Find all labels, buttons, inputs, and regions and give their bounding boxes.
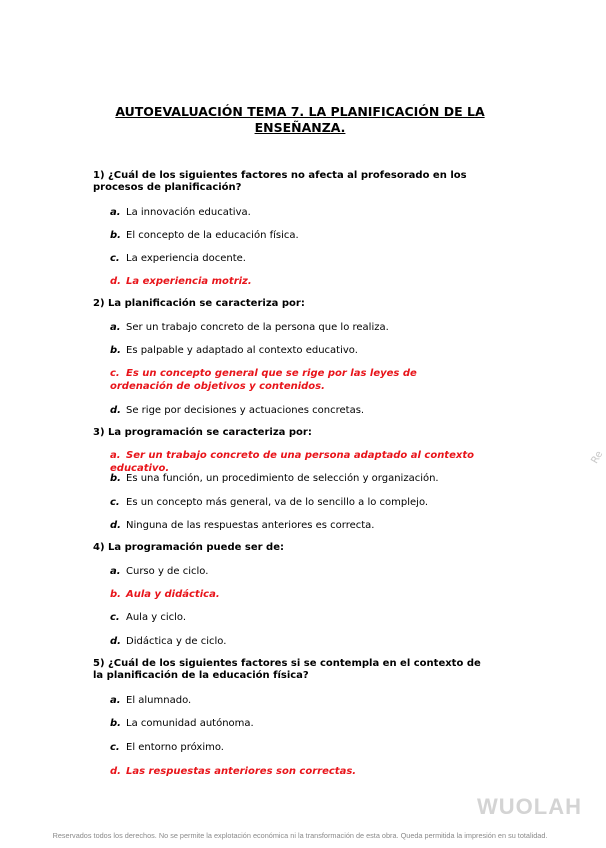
q2-option-d [110, 404, 490, 417]
copyright-footer: Reservados todos los derechos. No se permite la explotación económica ni la transformación de esta obra. Queda permitida la impresión en su totalidad. [52, 831, 548, 840]
q4-option-a [110, 565, 490, 578]
question-5-title: 5) ¿Cuál de los siguientes factores si se contempla en el contexto de la planificación de la educación física? [93, 658, 481, 681]
option-text: Las respuestas anteriores son correctas. [126, 766, 357, 777]
option-letter: c. [110, 612, 120, 623]
option-letter: a. [110, 695, 121, 706]
option-text: Es un concepto general que se rige por las leyes de ordenación de objetivos y contenidos. [110, 368, 417, 392]
option-text: Ser un trabajo concreto de la persona que lo realiza. [126, 322, 389, 333]
option-letter: b. [110, 589, 121, 600]
q3-option-c [110, 496, 490, 509]
q3-option-b [110, 472, 490, 485]
question-3-title: 3) La programación se caracteriza por: [93, 427, 312, 438]
option-text: La experiencia motriz. [126, 276, 252, 287]
option-text: La comunidad autónoma. [126, 718, 254, 729]
option-letter: a. [110, 566, 121, 577]
q1-option-c [110, 252, 490, 265]
option-letter: a. [110, 207, 121, 218]
q2-option-c-correct [110, 367, 460, 393]
option-text: Aula y ciclo. [126, 612, 187, 623]
option-letter: a. [110, 450, 121, 461]
question-4-title: 4) La programación puede ser de: [93, 542, 284, 553]
option-letter: d. [110, 276, 121, 287]
option-letter: a. [110, 322, 121, 333]
option-letter: c. [110, 497, 120, 508]
option-text: El entorno próximo. [126, 742, 224, 753]
q4-option-c [110, 611, 490, 624]
option-text: Ninguna de las respuestas anteriores es correcta. [126, 520, 375, 531]
option-letter: d. [110, 405, 121, 416]
q2-option-b [110, 344, 490, 357]
question-1-title: 1) ¿Cuál de los siguientes factores no afecta al profesorado en los procesos de planificación? [93, 170, 467, 193]
option-letter: b. [110, 473, 121, 484]
document-title [0, 104, 600, 136]
option-letter: d. [110, 636, 121, 647]
q5-option-d-correct [110, 765, 490, 778]
option-text: Es una función, un procedimiento de selección y organización. [126, 473, 439, 484]
q1-option-d-correct [110, 275, 490, 288]
option-letter: c. [110, 253, 120, 264]
option-letter: b. [110, 718, 121, 729]
option-text: Es palpable y adaptado al contexto educativo. [126, 345, 358, 356]
option-text: Es un concepto más general, va de lo sencillo a lo complejo. [126, 497, 429, 508]
wuolah-logo: WUOLAH [477, 794, 582, 819]
option-text: El concepto de la educación física. [126, 230, 299, 241]
q5-option-a [110, 694, 490, 707]
option-text: Curso y de ciclo. [126, 566, 209, 577]
q1-option-a [110, 206, 490, 219]
q4-option-b-correct [110, 588, 490, 601]
document-title-line-2: ENSEÑANZA. [254, 120, 346, 135]
q1-option-b [110, 229, 490, 242]
option-letter: b. [110, 230, 121, 241]
document-title-line-1: AUTOEVALUACIÓN TEMA 7. LA PLANIFICACIÓN DE LA [115, 104, 485, 119]
q4-option-d [110, 635, 490, 648]
option-letter: c. [110, 742, 120, 753]
option-text: Aula y didáctica. [126, 589, 220, 600]
q3-option-d [110, 519, 490, 532]
option-letter: d. [110, 766, 121, 777]
q2-option-a [110, 321, 490, 334]
question-2-title: 2) La planificación se caracteriza por: [93, 298, 305, 309]
q5-option-c [110, 741, 490, 754]
option-text: Se rige por decisiones y actuaciones concretas. [126, 405, 365, 416]
q5-option-b [110, 717, 490, 730]
option-text: La innovación educativa. [126, 207, 251, 218]
option-text: Didáctica y de ciclo. [126, 636, 227, 647]
option-letter: c. [110, 368, 120, 379]
option-letter: b. [110, 345, 121, 356]
option-text: Ser un trabajo concreto de una persona adaptado al contexto educativo. [110, 450, 474, 474]
option-text: La experiencia docente. [126, 253, 246, 264]
side-watermark-text: Re [589, 449, 606, 466]
option-letter: d. [110, 520, 121, 531]
option-text: El alumnado. [126, 695, 192, 706]
